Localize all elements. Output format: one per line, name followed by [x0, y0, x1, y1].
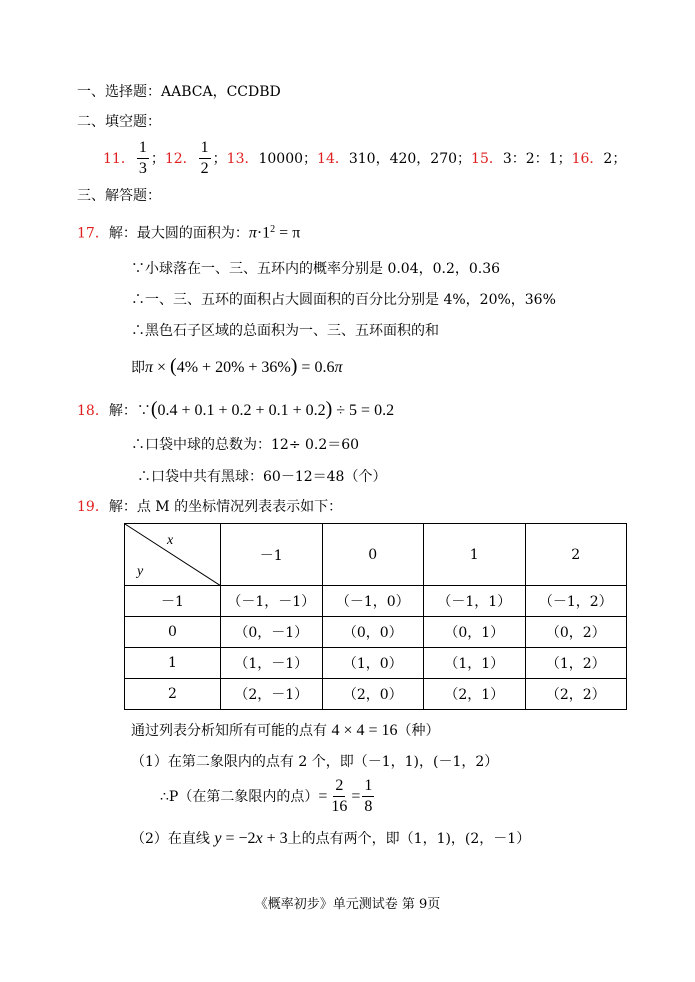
problem-17-equals-pi: = π: [275, 224, 301, 242]
table-cell: （0，0）: [322, 617, 424, 648]
problem-19-part-2: [131, 831, 530, 847]
q11-separator: ；: [150, 150, 165, 167]
problem-19-intro-line: [77, 500, 342, 514]
q16-number: 16．: [571, 150, 604, 167]
q16-answer: 2；: [603, 150, 627, 167]
problem-17-dot-one: ·1: [256, 224, 271, 242]
table-cell: （1，0）: [322, 648, 424, 679]
problem-17-line-4: [131, 356, 342, 376]
problem-17-exponent: 2: [270, 224, 276, 235]
problem-18-number: 18．: [77, 403, 109, 419]
q11-numerator: 1: [137, 140, 149, 159]
problem-18-close-paren: ): [325, 398, 333, 420]
q15-number: 15．: [471, 150, 503, 167]
problem-17-line-1: ∵小球落在一、三、五环内的概率分别是 0.04，0.2，0.36: [131, 261, 501, 277]
table-cell: （－1，1）: [424, 586, 526, 617]
problem-18-open-paren: (: [150, 398, 158, 420]
problem-17-line-4-sum: 4% + 20% + 36%: [176, 359, 291, 376]
table-cell: （2，0）: [322, 679, 424, 710]
col-header: －1: [221, 524, 323, 586]
col-header: 2: [525, 524, 627, 586]
q11-denominator: 3: [138, 160, 147, 177]
col-header: 1: [424, 524, 526, 586]
fraction-2-numerator: 1: [362, 778, 374, 797]
q12-numerator: 1: [199, 140, 211, 159]
problem-17-line-4-pi: π: [145, 359, 154, 376]
part-2-prefix: （2）在直线: [131, 831, 215, 847]
row-header: 1: [125, 648, 221, 679]
corner-y-label: y: [137, 564, 144, 579]
table-cell: （1，2）: [525, 648, 627, 679]
q13-answer: 10000；: [258, 150, 318, 167]
problem-18-intro-line: [77, 399, 394, 419]
q12-separator: ；: [212, 150, 227, 167]
summary-math: 4 × 4 = 16: [331, 722, 398, 739]
problem-17-number: 17．: [77, 225, 109, 242]
table-cell: （0，－1）: [221, 617, 323, 648]
problem-18-result: ÷ 5 = 0.2: [332, 402, 395, 419]
part-2-equals: = −2: [221, 830, 256, 847]
problem-19-part-1: （1）在第二象限内的点有 2 个，即（－1，1)，(－1，2）: [131, 754, 499, 770]
summary-suffix: （种）: [397, 723, 440, 739]
problem-17-line-3: ∴黑色石子区域的总面积为一、三、五环面积的和: [131, 323, 439, 339]
table-corner-cell: [125, 524, 221, 586]
probability-prefix: ∴P（在第二象限内的点）: [160, 788, 319, 805]
q12-fraction: [199, 140, 211, 177]
table-cell: （1，－1）: [221, 648, 323, 679]
problem-17-line-4-prefix: 即: [131, 360, 145, 376]
q12-denominator: 2: [200, 160, 209, 177]
probability-equals-2: =: [351, 787, 361, 805]
problem-17-line-4-open-paren: (: [170, 355, 177, 377]
section-1-answers: AABCA，CCDBD: [161, 84, 281, 100]
fraction-2-denominator: 8: [364, 798, 373, 815]
problem-17-intro-line: [77, 225, 300, 242]
table-cell: （2，－1）: [221, 679, 323, 710]
problem-18-intro: 解：∵: [108, 403, 151, 419]
problem-19-intro: 解：点 M 的坐标情况列表表示如下：: [108, 499, 343, 515]
problem-17-line-4-close-paren: ): [290, 355, 298, 377]
part-2-suffix: 上的点有两个，即（1，1)，(2，－1）: [287, 831, 531, 847]
fill-in-answers: [103, 140, 626, 177]
table-row: [125, 679, 627, 710]
section-1-label: 一、选择题：: [77, 84, 161, 100]
q13-number: 13．: [226, 150, 259, 167]
table-cell: （2，2）: [525, 679, 627, 710]
row-header: 0: [125, 617, 221, 648]
problem-17-intro: 解：最大圆的面积为：: [108, 225, 249, 242]
page-footer: 《概率初步》单元测试卷 第 9页: [254, 897, 441, 912]
fraction-1-denominator: 16: [331, 798, 348, 815]
row-header: 2: [125, 679, 221, 710]
problem-18-line-1: ∴口袋中球的总数为：12÷ 0.2＝60: [131, 437, 360, 453]
q14-answer: 310，420，270；: [348, 150, 472, 167]
problem-19-summary: [131, 723, 440, 739]
problem-17-pi: π: [248, 224, 257, 242]
fraction-1-numerator: 2: [333, 778, 345, 797]
section-1-line: [77, 85, 281, 99]
problem-18-sum: 0.4 + 0.1 + 0.2 + 0.1 + 0.2: [157, 402, 326, 419]
coordinate-table: [124, 523, 627, 710]
table-cell: （0，2）: [525, 617, 627, 648]
probability-fraction-1: [329, 778, 349, 815]
problem-19-probability: [160, 778, 376, 815]
q11-fraction: [137, 140, 149, 177]
table-header-row: [125, 524, 627, 586]
corner-x-label: x: [167, 533, 174, 548]
table-cell: （0，1）: [424, 617, 526, 648]
problem-18-line-2: ∴口袋中共有黑球：60－12＝48（个）: [137, 469, 387, 485]
part-2-y: y: [214, 830, 222, 847]
q15-answer: 3：2：1；: [502, 150, 572, 167]
part-2-plus: + 3: [262, 830, 288, 847]
table-cell: （2，1）: [424, 679, 526, 710]
table-row: [125, 617, 627, 648]
problem-17-line-4-equals: = 0.6: [297, 359, 335, 376]
problem-17-line-2: ∴一、三、五环的面积占大圆面积的百分比分别是 4%，20%，36%: [131, 292, 556, 308]
q11-number: 11．: [103, 150, 135, 167]
table-cell: （－1，0）: [322, 586, 424, 617]
q12-number: 12．: [164, 150, 197, 167]
section-2-label: 二、填空题：: [77, 114, 161, 130]
table-row: [125, 586, 627, 617]
col-header: 0: [322, 524, 424, 586]
probability-fraction-2: [362, 778, 374, 815]
summary-prefix: 通过列表分析知所有可能的点有: [131, 723, 332, 739]
row-header: －1: [125, 586, 221, 617]
problem-17-line-4-times: ×: [153, 359, 171, 376]
problem-19-number: 19．: [77, 499, 109, 515]
table-row: [125, 648, 627, 679]
table-cell: （－1，2）: [525, 586, 627, 617]
part-2-x: x: [255, 830, 263, 847]
probability-equals-1: =: [318, 787, 328, 805]
table-cell: （－1，－1）: [221, 586, 323, 617]
table-cell: （1，1）: [424, 648, 526, 679]
problem-17-line-4-pi-result: π: [334, 359, 343, 376]
q14-number: 14．: [317, 150, 349, 167]
section-3-label: 三、解答题：: [77, 188, 161, 204]
